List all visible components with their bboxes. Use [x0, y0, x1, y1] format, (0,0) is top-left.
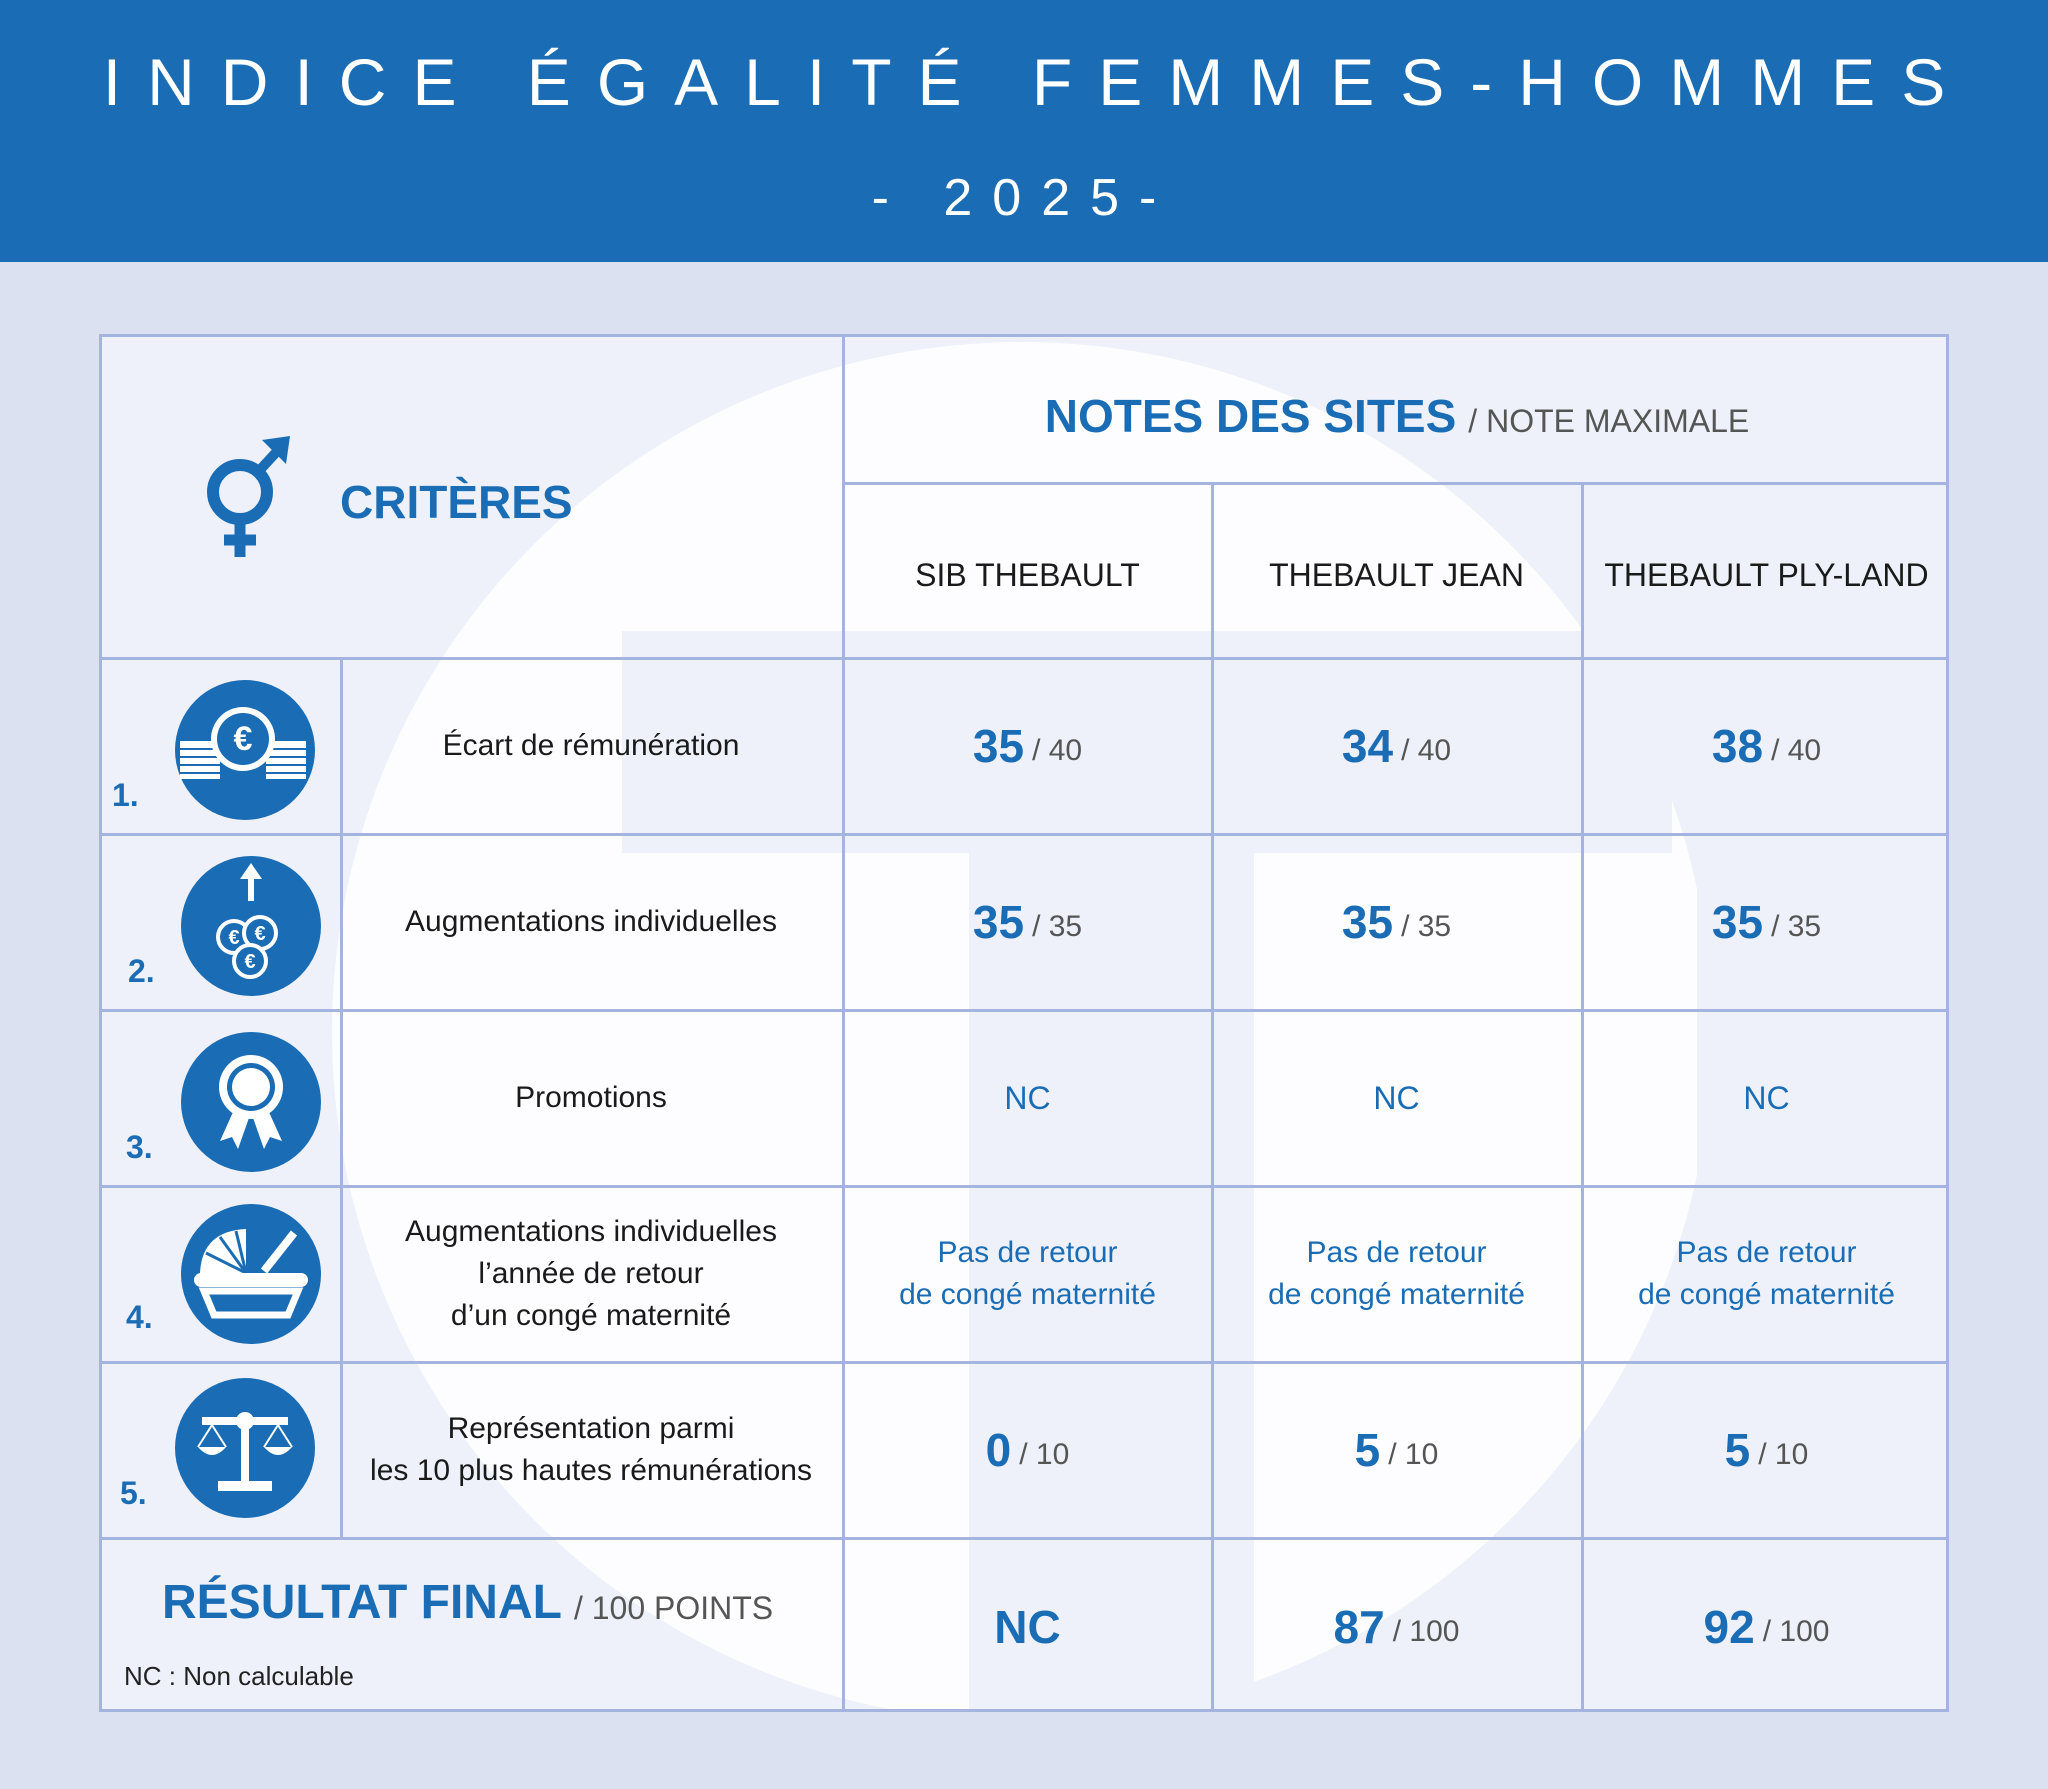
criterion-number: 3.	[126, 1129, 153, 1165]
score-cell: 34 / 40	[1341, 720, 1452, 772]
score-cell: NC	[1743, 1079, 1790, 1116]
raise-coins-icon	[180, 855, 322, 997]
criterion-label: Promotions	[515, 1081, 667, 1114]
score-cell: 0 / 10	[985, 1424, 1070, 1476]
svg-text:€: €	[228, 927, 240, 949]
final-score-cell: 92 / 100	[1703, 1601, 1830, 1653]
criterion-number: 5.	[120, 1475, 147, 1511]
balance-scale-icon	[174, 1377, 316, 1519]
site-header-sib-thebault: SIB THEBAULT	[915, 556, 1140, 593]
final-result-label: RÉSULTAT FINAL / 100 POINTS	[162, 1575, 774, 1629]
criterion-label: Écart de rémunération	[442, 729, 740, 762]
svg-text:€: €	[254, 923, 266, 945]
score-cell: NC	[1004, 1079, 1051, 1116]
score-cell: 5 / 10	[1354, 1424, 1439, 1476]
final-score-cell: 87 / 100	[1333, 1601, 1460, 1653]
criterion-number: 2.	[128, 953, 155, 989]
header-banner	[0, 0, 2048, 262]
svg-text:€: €	[244, 951, 256, 973]
svg-text:€: €	[233, 720, 253, 758]
page-year: - 2025-	[871, 169, 1177, 227]
score-cell: 35 / 35	[972, 896, 1083, 948]
score-cell: NC	[1373, 1079, 1420, 1116]
criterion-number: 4.	[126, 1299, 153, 1335]
site-header-thebault-ply-land: THEBAULT PLY-LAND	[1604, 556, 1929, 593]
footnote: NC : Non calculable	[124, 1661, 354, 1691]
gender-icon	[202, 432, 292, 562]
score-cell: Pas de retour de congé maternité	[899, 1236, 1156, 1311]
criteria-table	[99, 334, 1949, 1712]
score-cell: 35 / 35	[1711, 896, 1822, 948]
score-cell: Pas de retour de congé maternité	[1638, 1236, 1895, 1311]
baby-cradle-icon	[180, 1203, 322, 1345]
criterion-label: Représentation parmi les 10 plus hautes rémunérations	[370, 1412, 812, 1487]
score-cell: 35 / 40	[972, 720, 1083, 772]
notes-heading: NOTES DES SITES / NOTE MAXIMALE	[1044, 390, 1750, 442]
criterion-number: 1.	[112, 777, 139, 813]
score-cell: Pas de retour de congé maternité	[1268, 1236, 1525, 1311]
score-cell: 35 / 35	[1341, 896, 1452, 948]
euro-coins-icon	[174, 679, 316, 821]
criterion-label: Augmentations individuelles	[405, 905, 777, 938]
final-score-cell: NC	[994, 1601, 1061, 1653]
criteria-heading: CRITÈRES	[340, 476, 573, 528]
page-title: INDICE ÉGALITÉ FEMMES-HOMMES	[102, 45, 1972, 119]
score-cell: 5 / 10	[1724, 1424, 1809, 1476]
criterion-label: Augmentations individuelles l’année de retour d’un congé maternité	[405, 1215, 777, 1332]
site-header-thebault-jean: THEBAULT JEAN	[1269, 556, 1524, 593]
score-cell: 38 / 40	[1711, 720, 1822, 772]
award-ribbon-icon	[180, 1031, 322, 1173]
